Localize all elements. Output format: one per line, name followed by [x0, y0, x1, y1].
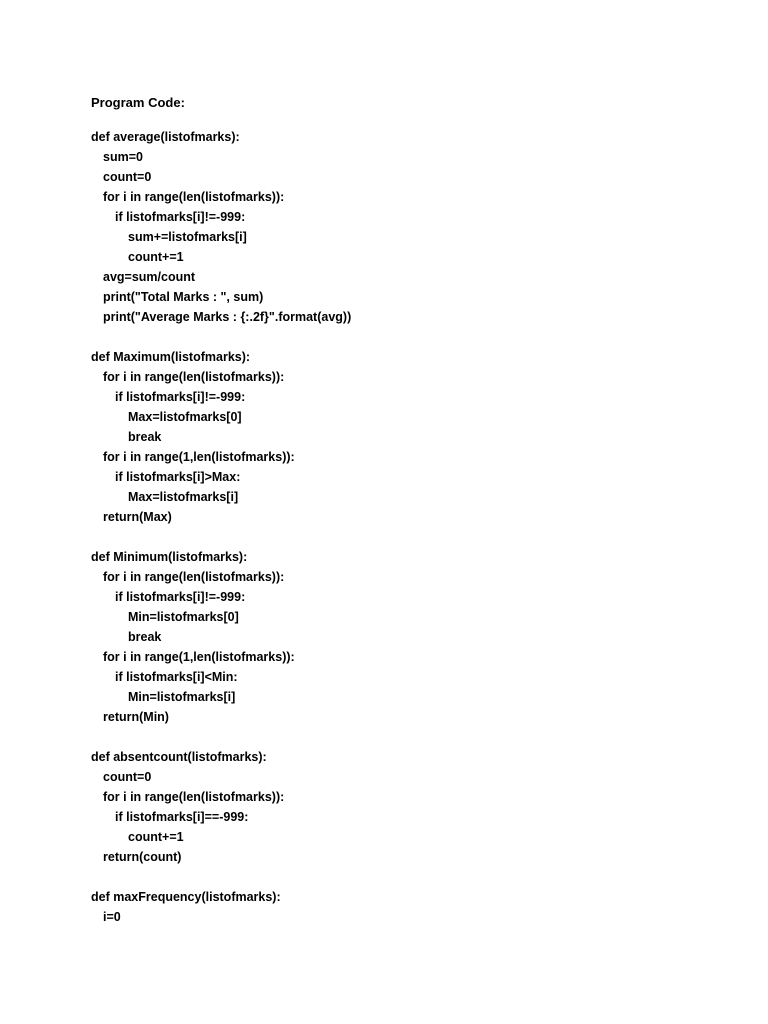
code-line: if listofmarks[i]==-999:: [115, 810, 249, 824]
code-line: break: [128, 430, 162, 444]
code-line: avg=sum/count: [103, 270, 196, 284]
code-line: def average(listofmarks):: [91, 130, 240, 144]
code-line: count+=1: [128, 250, 184, 264]
section-heading: Program Code:: [91, 95, 185, 110]
code-line: for i in range(len(listofmarks)):: [103, 370, 285, 384]
blank-line: [91, 727, 711, 747]
code-line: if listofmarks[i]!=-999:: [115, 210, 246, 224]
code-line: for i in range(1,len(listofmarks)):: [103, 650, 295, 664]
code-line: count=0: [103, 170, 152, 184]
blank-line: [91, 527, 711, 547]
code-line: Min=listofmarks[0]: [128, 610, 239, 624]
code-line: Max=listofmarks[0]: [128, 410, 242, 424]
code-line: def maxFrequency(listofmarks):: [91, 890, 281, 904]
code-line: def Maximum(listofmarks):: [91, 350, 251, 364]
code-line: if listofmarks[i]!=-999:: [115, 590, 246, 604]
code-line: return(Max): [103, 510, 172, 524]
code-line: def Minimum(listofmarks):: [91, 550, 248, 564]
code-line: Max=listofmarks[i]: [128, 490, 239, 504]
code-line: return(Min): [103, 710, 169, 724]
code-line: count+=1: [128, 830, 184, 844]
blank-line: [91, 867, 711, 887]
code-line: print("Average Marks : {:.2f}".format(avg)): [103, 310, 352, 324]
code-block: [91, 127, 711, 927]
code-line: sum=0: [103, 150, 143, 164]
code-line: for i in range(1,len(listofmarks)):: [103, 450, 295, 464]
code-line: i=0: [103, 910, 121, 924]
blank-line: [91, 327, 711, 347]
code-line: if listofmarks[i]>Max:: [115, 470, 241, 484]
code-line: sum+=listofmarks[i]: [128, 230, 247, 244]
code-line: return(count): [103, 850, 182, 864]
code-line: if listofmarks[i]!=-999:: [115, 390, 246, 404]
code-line: def absentcount(listofmarks):: [91, 750, 267, 764]
code-line: print("Total Marks : ", sum): [103, 290, 264, 304]
code-line: for i in range(len(listofmarks)):: [103, 570, 285, 584]
code-line: if listofmarks[i]<Min:: [115, 670, 238, 684]
code-line: for i in range(len(listofmarks)):: [103, 790, 285, 804]
code-line: break: [128, 630, 162, 644]
code-line: Min=listofmarks[i]: [128, 690, 236, 704]
code-line: count=0: [103, 770, 152, 784]
code-line: for i in range(len(listofmarks)):: [103, 190, 285, 204]
